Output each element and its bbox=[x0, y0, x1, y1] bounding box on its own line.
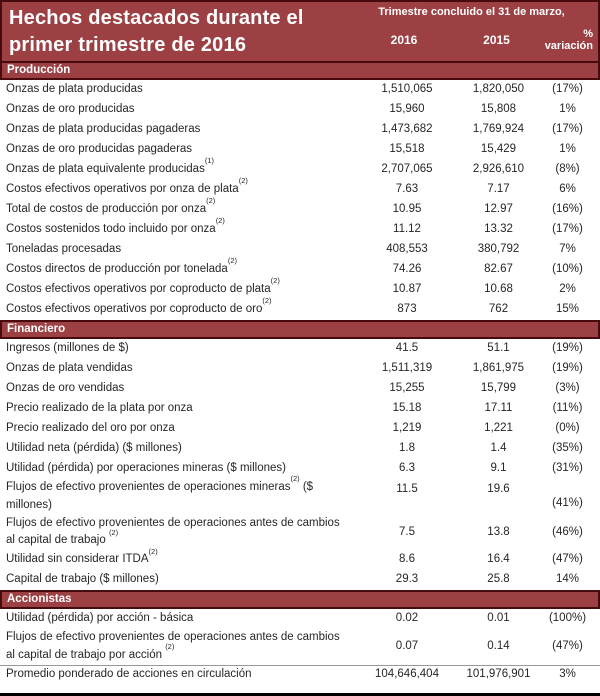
row-label: Onzas de oro producidas bbox=[6, 103, 135, 116]
column-header-variation bbox=[533, 28, 595, 52]
cell-2016: 11.5 bbox=[396, 483, 418, 495]
cell-pct-variation: (41%) bbox=[552, 496, 583, 509]
cell-2016: 408,553 bbox=[386, 243, 428, 256]
cell-2016: 6.3 bbox=[399, 462, 415, 475]
cell-2016: 0.07 bbox=[395, 640, 419, 653]
cell-2015: 19.6 bbox=[487, 483, 510, 495]
footnote-marker: (1) bbox=[204, 156, 215, 166]
cell-2015: 7.17 bbox=[487, 183, 510, 196]
table-row bbox=[0, 140, 600, 160]
cell-2015: 51.1 bbox=[487, 342, 510, 355]
table-row bbox=[0, 359, 600, 379]
cell-2016: 104,646,404 bbox=[375, 668, 439, 681]
row-label: Onzas de oro vendidas bbox=[6, 382, 125, 395]
row-label: Costos efectivos operativos por coproducto de oro$^{(2)}$ bbox=[6, 296, 272, 316]
table-row bbox=[0, 459, 600, 479]
footnote-marker: (2) bbox=[238, 176, 248, 186]
table-row bbox=[0, 120, 600, 140]
cell-2016: 0.02 bbox=[395, 612, 419, 625]
cell-2016: 1,511,319 bbox=[381, 362, 433, 375]
cell-pct-variation: (10%) bbox=[552, 263, 583, 276]
table-section bbox=[0, 320, 600, 590]
row-label: Capital de trabajo ($ millones) bbox=[6, 573, 159, 586]
cell-2015: 0.14 bbox=[487, 640, 510, 653]
footnote-marker: (2) bbox=[262, 296, 272, 306]
row-label: Onzas de plata producidas pagaderas bbox=[6, 123, 201, 136]
section-header-bar: Accionistas bbox=[0, 590, 600, 609]
row-label: Precio realizado del oro por onza bbox=[6, 422, 175, 435]
cell-2016: 873 bbox=[397, 303, 417, 316]
row-label: Utilidad (pérdida) por operaciones mineras ($ millones) bbox=[6, 462, 286, 475]
table-row bbox=[0, 240, 600, 260]
column-header-variation-line2: variación bbox=[544, 39, 593, 52]
cell-2015: 25.8 bbox=[487, 573, 510, 586]
page-title bbox=[2, 2, 348, 61]
cell-2016: 15,255 bbox=[389, 382, 425, 395]
row-label: Onzas de plata equivalente producidas$^{(1)}$ bbox=[6, 156, 215, 176]
cell-2015: 1,820,050 bbox=[472, 83, 525, 96]
cell-pct-variation: (11%) bbox=[552, 402, 583, 415]
section-rows bbox=[0, 339, 600, 590]
row-label: Utilidad sin considerar ITDA$^{(2)}$ bbox=[6, 546, 158, 566]
row-label: Utilidad (pérdida) por acción - básica bbox=[6, 612, 194, 625]
row-label: Total de costos de producción por onza$^{(2)}$ bbox=[6, 196, 216, 216]
cell-2016: 10.95 bbox=[392, 203, 422, 216]
table-row bbox=[0, 80, 600, 100]
cell-pct-variation: (100%) bbox=[548, 612, 587, 625]
cell-2016: 15,960 bbox=[389, 103, 425, 116]
table-row bbox=[0, 665, 600, 685]
row-label: Costos directos de producción por tonelada$^{(2)}$ bbox=[6, 256, 238, 276]
cell-pct-variation: 7% bbox=[559, 243, 576, 256]
footnote-marker: (2) bbox=[108, 527, 119, 537]
cell-2015: 15,429 bbox=[480, 143, 517, 156]
column-headers bbox=[348, 18, 595, 61]
cell-2015: 9.1 bbox=[490, 462, 507, 475]
cell-2015: 101,976,901 bbox=[466, 668, 531, 681]
cell-pct-variation: 6% bbox=[559, 183, 576, 196]
cell-2015: 10.68 bbox=[484, 283, 513, 296]
table-row bbox=[0, 339, 600, 359]
cell-2016: 15.18 bbox=[392, 402, 422, 415]
cell-pct-variation: 2% bbox=[559, 283, 576, 296]
table-body bbox=[0, 61, 600, 685]
row-label: Onzas de plata vendidas bbox=[6, 362, 133, 375]
row-label: Costos efectivos operativos por onza de plata$^{(2)}$ bbox=[6, 176, 248, 196]
footnote-marker: (2) bbox=[215, 216, 225, 226]
cell-pct-variation: 1% bbox=[559, 103, 576, 116]
table-row bbox=[0, 156, 600, 180]
cell-pct-variation: (46%) bbox=[552, 525, 583, 538]
table-row bbox=[0, 100, 600, 120]
cell-pct-variation: (17%) bbox=[552, 223, 583, 236]
cell-2016: 1,473,682 bbox=[381, 123, 433, 136]
cell-2016: 7.5 bbox=[399, 525, 415, 538]
row-label: Costos sostenidos todo incluido por onza$^{(2)}$ bbox=[6, 216, 225, 236]
cell-pct-variation: 15% bbox=[555, 303, 580, 316]
cell-2016: 8.6 bbox=[399, 553, 415, 566]
footnote-marker: (2) bbox=[227, 256, 238, 266]
cell-2016: 11.12 bbox=[393, 223, 421, 236]
cell-pct-variation: 14% bbox=[555, 573, 580, 586]
row-label: Onzas de oro producidas pagaderas bbox=[6, 143, 193, 156]
row-label: Flujos de efectivo provenientes de operaciones antes de cambios al capital de trabajo $^{(2)}$ bbox=[6, 516, 340, 547]
footnote-marker: (2) bbox=[290, 474, 300, 484]
footnote-marker: (2) bbox=[270, 276, 280, 286]
cell-2016: 2,707,065 bbox=[381, 163, 433, 176]
cell-pct-variation: (35%) bbox=[552, 442, 583, 455]
table-row bbox=[0, 570, 600, 590]
row-label: Ingresos (millones de $) bbox=[6, 342, 129, 355]
cell-2016: 41.5 bbox=[395, 342, 419, 355]
cell-2016: 15,518 bbox=[389, 143, 425, 156]
row-label: Costos efectivos operativos por coproducto de plata$^{(2)}$ bbox=[6, 276, 280, 296]
cell-2015: 16.4 bbox=[487, 553, 510, 566]
cell-pct-variation: (17%) bbox=[552, 123, 583, 136]
cell-pct-variation: (19%) bbox=[552, 362, 583, 375]
cell-2015: 82.67 bbox=[484, 263, 513, 276]
period-label: Trimestre concluido el 31 de marzo, bbox=[378, 6, 565, 18]
header-columns-area bbox=[348, 2, 598, 61]
row-label: Precio realizado de la plata por onza bbox=[6, 402, 193, 415]
cell-2015: 1,221 bbox=[484, 422, 513, 435]
row-label: Promedio ponderado de acciones en circulación bbox=[6, 668, 252, 681]
row-label: Toneladas procesadas bbox=[6, 243, 122, 256]
section-rows bbox=[0, 80, 600, 320]
cell-pct-variation: (19%) bbox=[552, 342, 583, 355]
table-row bbox=[0, 216, 600, 240]
cell-2016: 1,219 bbox=[392, 422, 422, 435]
table-row bbox=[0, 439, 600, 459]
cell-2015: 380,792 bbox=[477, 243, 520, 256]
table-row bbox=[0, 176, 600, 200]
table-row bbox=[0, 276, 600, 300]
table-row bbox=[0, 515, 600, 551]
table-header bbox=[0, 0, 600, 61]
cell-2016: 7.63 bbox=[395, 183, 419, 196]
cell-pct-variation: 1% bbox=[559, 143, 576, 156]
cell-pct-variation: (16%) bbox=[552, 203, 583, 216]
cell-pct-variation: (31%) bbox=[552, 462, 583, 475]
footnote-marker: (2) bbox=[165, 642, 175, 652]
table-section bbox=[0, 590, 600, 685]
row-label: Utilidad neta (pérdida) ($ millones) bbox=[6, 442, 182, 455]
column-header-2015: 2015 bbox=[483, 32, 510, 47]
table-row bbox=[0, 256, 600, 280]
column-header-variation-line1: % bbox=[583, 27, 593, 40]
section-header-bar: Financiero bbox=[0, 320, 600, 339]
cell-2015: 15,799 bbox=[480, 382, 517, 395]
table-row bbox=[0, 296, 600, 320]
cell-pct-variation: (8%) bbox=[555, 163, 580, 176]
cell-2015: 15,808 bbox=[480, 103, 517, 116]
table-row bbox=[0, 399, 600, 419]
cell-2015: 13.8 bbox=[487, 525, 510, 538]
cell-pct-variation: (47%) bbox=[552, 553, 583, 566]
cell-2016: 29.3 bbox=[395, 573, 419, 586]
cell-2016: 74.26 bbox=[392, 263, 422, 276]
cell-2016: 10.87 bbox=[392, 283, 422, 296]
cell-2015: 17.11 bbox=[484, 402, 513, 415]
cell-2015: 762 bbox=[488, 303, 509, 316]
table-row bbox=[0, 474, 600, 515]
table-row bbox=[0, 196, 600, 220]
cell-2015: 12.97 bbox=[484, 203, 513, 216]
row-label: Flujos de efectivo provenientes de operaciones antes de cambios al capital de trabajo por acción $^{(2)}$ bbox=[6, 631, 340, 662]
page-title-line2: primer trimestre de 2016 bbox=[9, 34, 247, 56]
table-section bbox=[0, 61, 600, 320]
cell-pct-variation: 3% bbox=[559, 668, 576, 681]
cell-2015: 1,861,975 bbox=[472, 362, 525, 375]
cell-2015: 13.32 bbox=[484, 223, 513, 236]
table-row bbox=[0, 609, 600, 629]
footnote-marker: (2) bbox=[148, 546, 158, 556]
cell-2016: 1,510,065 bbox=[381, 83, 433, 96]
table-row bbox=[0, 629, 600, 665]
cell-pct-variation: (3%) bbox=[555, 382, 580, 395]
row-label: Onzas de plata producidas bbox=[6, 83, 143, 96]
footnote-marker: (2) bbox=[206, 196, 216, 206]
column-header-2016: 2016 bbox=[390, 32, 418, 47]
cell-2015: 0.01 bbox=[487, 612, 510, 625]
page-title-line1: Hechos destacados durante el bbox=[9, 7, 304, 29]
cell-pct-variation: (0%) bbox=[555, 422, 580, 435]
section-rows bbox=[0, 609, 600, 685]
cell-2015: 1.4 bbox=[490, 442, 507, 455]
table-row bbox=[0, 546, 600, 570]
section-header-bar: Producción bbox=[0, 61, 600, 80]
cell-2015: 2,926,610 bbox=[472, 163, 525, 176]
cell-pct-variation: (17%) bbox=[552, 83, 583, 96]
cell-2016: 1.8 bbox=[399, 442, 415, 455]
row-label: Flujos de efectivo provenientes de operaciones mineras$^{(2)}$ ($ millones) bbox=[6, 474, 314, 511]
table-row bbox=[0, 379, 600, 399]
table-row bbox=[0, 419, 600, 439]
cell-pct-variation: (47%) bbox=[552, 640, 583, 653]
cell-2015: 1,769,924 bbox=[472, 123, 525, 136]
